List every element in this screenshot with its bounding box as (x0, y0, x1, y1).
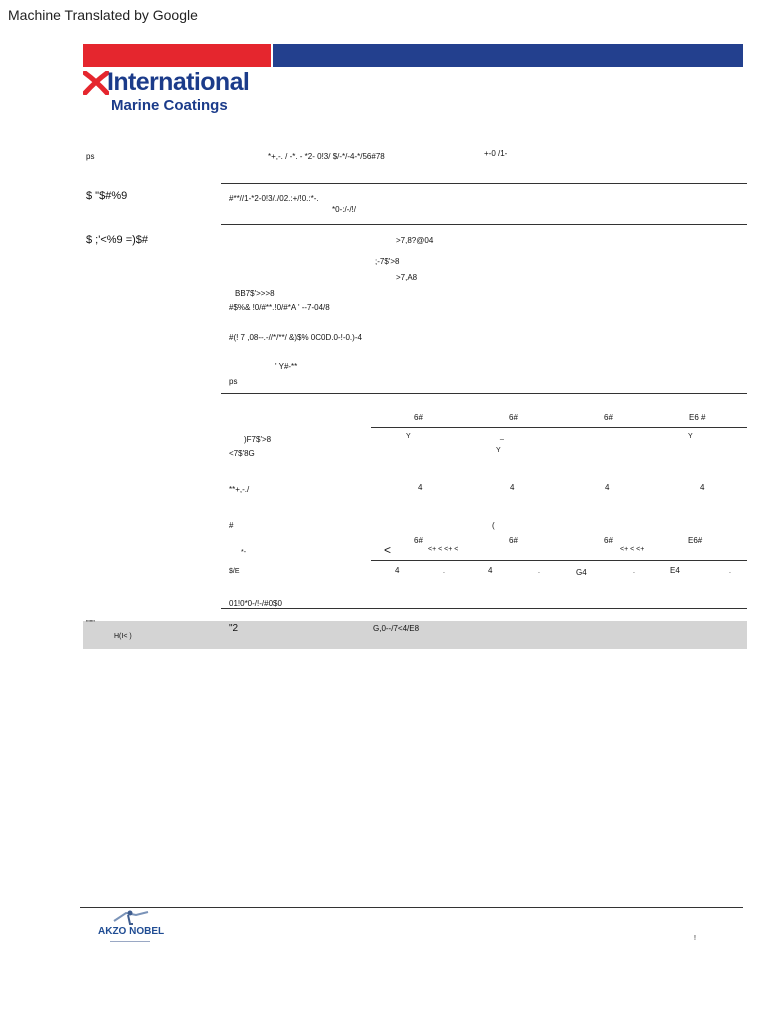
sub-header-1: 6# (414, 536, 423, 545)
row4-dot-4: . (729, 568, 731, 575)
row1-label: )F7$'>8 (244, 435, 272, 444)
row1-val-2: _ (500, 433, 504, 440)
table-header-2: 6# (509, 413, 518, 422)
row2-label: <7$'8G (229, 449, 255, 458)
row5-label: 01!0*0-/!-/#0$0 (229, 599, 282, 608)
row3-val-2: 4 (510, 483, 515, 492)
section2-line7: ' Y#-** (275, 362, 298, 371)
row4-label: $/E (229, 568, 240, 575)
section2-line5: #$%& !0/#**.!0/#*A ' --7-04/8 (229, 303, 330, 312)
sub-header-2: 6# (509, 536, 518, 545)
divider (221, 608, 747, 609)
section2-line1: >7,8?@04 (396, 236, 434, 245)
divider (371, 427, 747, 428)
section2-line2: ;-7$'>8 (375, 257, 400, 266)
sub-label: # (229, 521, 234, 530)
gray-col1-bottom: H(I< ) (114, 633, 132, 640)
page-mark: ! (694, 935, 696, 942)
gray-col2: "2 (229, 623, 239, 634)
logo-sub-text: Marine Coatings (111, 97, 228, 114)
sub-mid-1: <+ < <+ < (428, 546, 459, 553)
row2-val: Y (496, 447, 501, 454)
row3-val-3: 4 (605, 483, 610, 492)
section1-line2: *0-:/-/!/ (332, 205, 357, 214)
akzo-nobel-text: AKZO NOBEL (98, 926, 165, 937)
section2-label: $ ;'<%9 =)$# (86, 234, 149, 246)
header-red-bar (83, 44, 271, 67)
divider (221, 393, 747, 394)
row4-dot-3: . (633, 568, 635, 575)
row4-val-2: 4 (488, 566, 493, 575)
section2-line6: #(! 7 ,08--.-//*/**/ &)$% 0C0D.0-!-0.)-4 (229, 333, 362, 342)
row4-dot-1: . (443, 568, 445, 575)
x-mark-icon (83, 71, 109, 95)
sub-header-3: 6# (604, 536, 613, 545)
divider (221, 224, 747, 225)
akzo-figure-icon (100, 909, 160, 927)
row4-val-4: E4 (670, 566, 680, 575)
table-header-4: E6 # (689, 413, 706, 422)
title-left: ps (86, 152, 95, 161)
row3-label: **+,-./ (229, 485, 250, 494)
row1-val-1: Y (406, 433, 411, 440)
table-header-3: 6# (604, 413, 613, 422)
row4-val-1: 4 (395, 566, 400, 575)
section2-line8: ps (229, 377, 238, 386)
title-center: *+,-. / -*. - *2- 0!3/ $/-*/-4-*/56#78 (268, 152, 385, 161)
table-header-1: 6# (414, 413, 423, 422)
divider (221, 183, 747, 184)
divider (371, 560, 747, 561)
row4-dot-2: . (538, 568, 540, 575)
international-logo (83, 68, 283, 116)
sub-row-label: *- (241, 549, 247, 556)
section1-line1: #**//1-*2-0!3/./02.:+/!0.:*-. (229, 194, 319, 203)
footer-divider (80, 907, 743, 908)
section2-line4: BB7$'>>>8 (235, 289, 275, 298)
logo-brand-text: International (107, 68, 250, 96)
header-blue-bar (273, 44, 743, 67)
gray-col1-top: """' (86, 620, 95, 627)
gray-col3: G,0--/7<4/E8 (373, 624, 420, 633)
row3-val-1: 4 (418, 483, 423, 492)
title-right: +-0 /1- (484, 149, 508, 158)
sub-header-4: E6# (688, 536, 703, 545)
row1-val-3: Y (688, 433, 693, 440)
row3-val-4: 4 (700, 483, 705, 492)
akzo-nobel-logo (98, 909, 165, 945)
sub-lt: < (384, 543, 392, 557)
machine-translated-banner: Machine Translated by Google (8, 7, 198, 23)
sub-paren: ( (492, 521, 495, 530)
akzo-underline (110, 941, 150, 942)
row4-val-3: G4 (576, 568, 587, 577)
section2-line3: >7,A8 (396, 273, 418, 282)
sub-mid-2: <+ < <+ (620, 546, 645, 553)
section1-label: $ "$#%9 (86, 190, 128, 202)
